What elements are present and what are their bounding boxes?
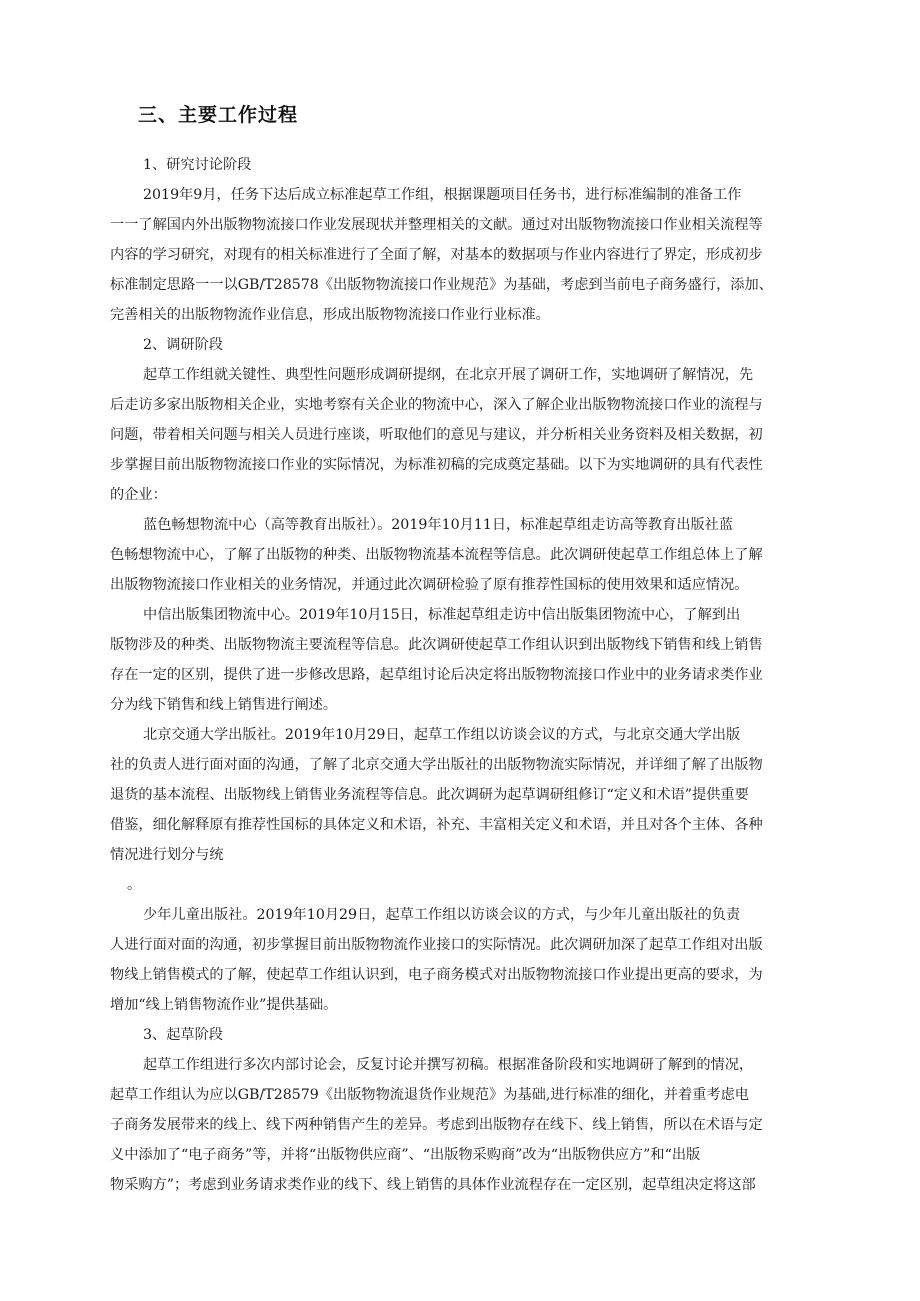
paragraph-survey-hep: 蓝色畅想物流中心（高等教育出版社）。2019年10月11日，标准起草组走访高等教育出版社蓝 色畅想物流中心，了解了出版物的种类、出版物物流基本流程等信息。此次调研使起草工作组总体上了解 出版物物流接口作业相关的业务情况，并通过此次调研检验了原有推荐性国标的使用效果和适应情况。 <box>110 517 763 593</box>
document-body <box>110 150 814 1200</box>
paragraph-survey-bjtu: 北京交通大学出版社。2019年10月29日，起草工作组以访谈会议的方式，与北京交通大学出版 社的负责人进行面对面的沟通，了解了北京交通大学出版社的出版物物流实际情况，并详细了解了出版物 退货的基本流程、出版物线上销售业务流程等信息。此次调研为起草调研组修订“定义和术语”提供重要 借鉴，细化解释原有推荐性国标的具体定义和术语，补充、丰富相关定义和术语，并且对各个主体、各种 情况进行划分与统 <box>110 727 763 863</box>
paragraph-survey-children: 少年儿童出版社。2019年10月29日，起草工作组以访谈会议的方式，与少年儿童出版社的负责 人进行面对面的沟通，初步掌握目前出版物物流作业接口的实际情况。此次调研加深了起草工作组对出版 物线上销售模式的了解，使起草工作组认识到，电子商务模式对出版物物流接口作业提出更高的要求，为 增加“线上销售物流作业”提供基础。 <box>110 907 763 1013</box>
section-heading: 三、主要工作过程 <box>138 104 299 126</box>
subsection-title-survey: 2、调研阶段 <box>143 337 223 353</box>
paragraph-research: 2019年9月，任务下达后成立标准起草工作组，根据课题项目任务书，进行标准编制的准备工作 一一了解国内外出版物物流接口作业发展现状并整理相关的文献。通过对出版物物流接口作业相关流程等 内容的学习研究，对现有的相关标准进行了全面了解，对基本的数据项与作业内容进行了界定，形成初步 标准制定思路一一以GB/T28578《出版物物流接口作业规范》为基础，考虑到当前电子商务盛行，添加、 完善相关的出版物物流作业信息，形成出版物物流接口作业行业标准。 <box>110 187 773 323</box>
subsection-title-research: 1、研究讨论阶段 <box>143 157 252 173</box>
paragraph-drafting: 起草工作组进行多次内部讨论会，反复讨论并撰写初稿。根据准备阶段和实地调研了解到的情况， 起草工作组认为应以GB/T28579《出版物物流退货作业规范》为基础,进行标准的细化，并着重考虑电 子商务发展带来的线上、线下两种销售产生的差异。考虑到出版物存在线下、线上销售，所以在术语与定 义中添加了“电子商务”等，并将“出版物供应商”、“出版物采购商”改为“出版物供应方”和“出版 物采购方”；考虑到业务请求类作业的线下、线上销售的具体作业流程存在一定区别，起草组决定将这部 <box>110 1057 763 1193</box>
paragraph-survey-citic: 中信出版集团物流中心。2019年10月15日，标准起草组走访中信出版集团物流中心，了解到出 版物涉及的种类、出版物物流主要流程等信息。此次调研使起草工作组认识到出版物线下销售和线上销售 存在一定的区别，提供了进一步修改思路，起草组讨论后决定将出版物物流接口作业中的业务请求类作业 分为线下销售和线上销售进行阐述。 <box>110 607 763 713</box>
subsection-title-drafting: 3、起草阶段 <box>143 1027 223 1043</box>
stray-period: 。 <box>127 877 142 893</box>
paragraph-survey-intro: 起草工作组就关键性、典型性问题形成调研提纲，在北京开展了调研工作，实地调研了解情况，先 后走访多家出版物相关企业，实地考察有关企业的物流中心，深入了解企业出版物物流接口作业的流程与 问题，带着相关问题与相关人员进行座谈，听取他们的意见与建议，并分析相关业务资料及相关数据，初 步掌握目前出版物物流接口作业的实际情况，为标准初稿的完成奠定基础。以下为实地调研的具有代表性 的企业： <box>110 367 763 503</box>
